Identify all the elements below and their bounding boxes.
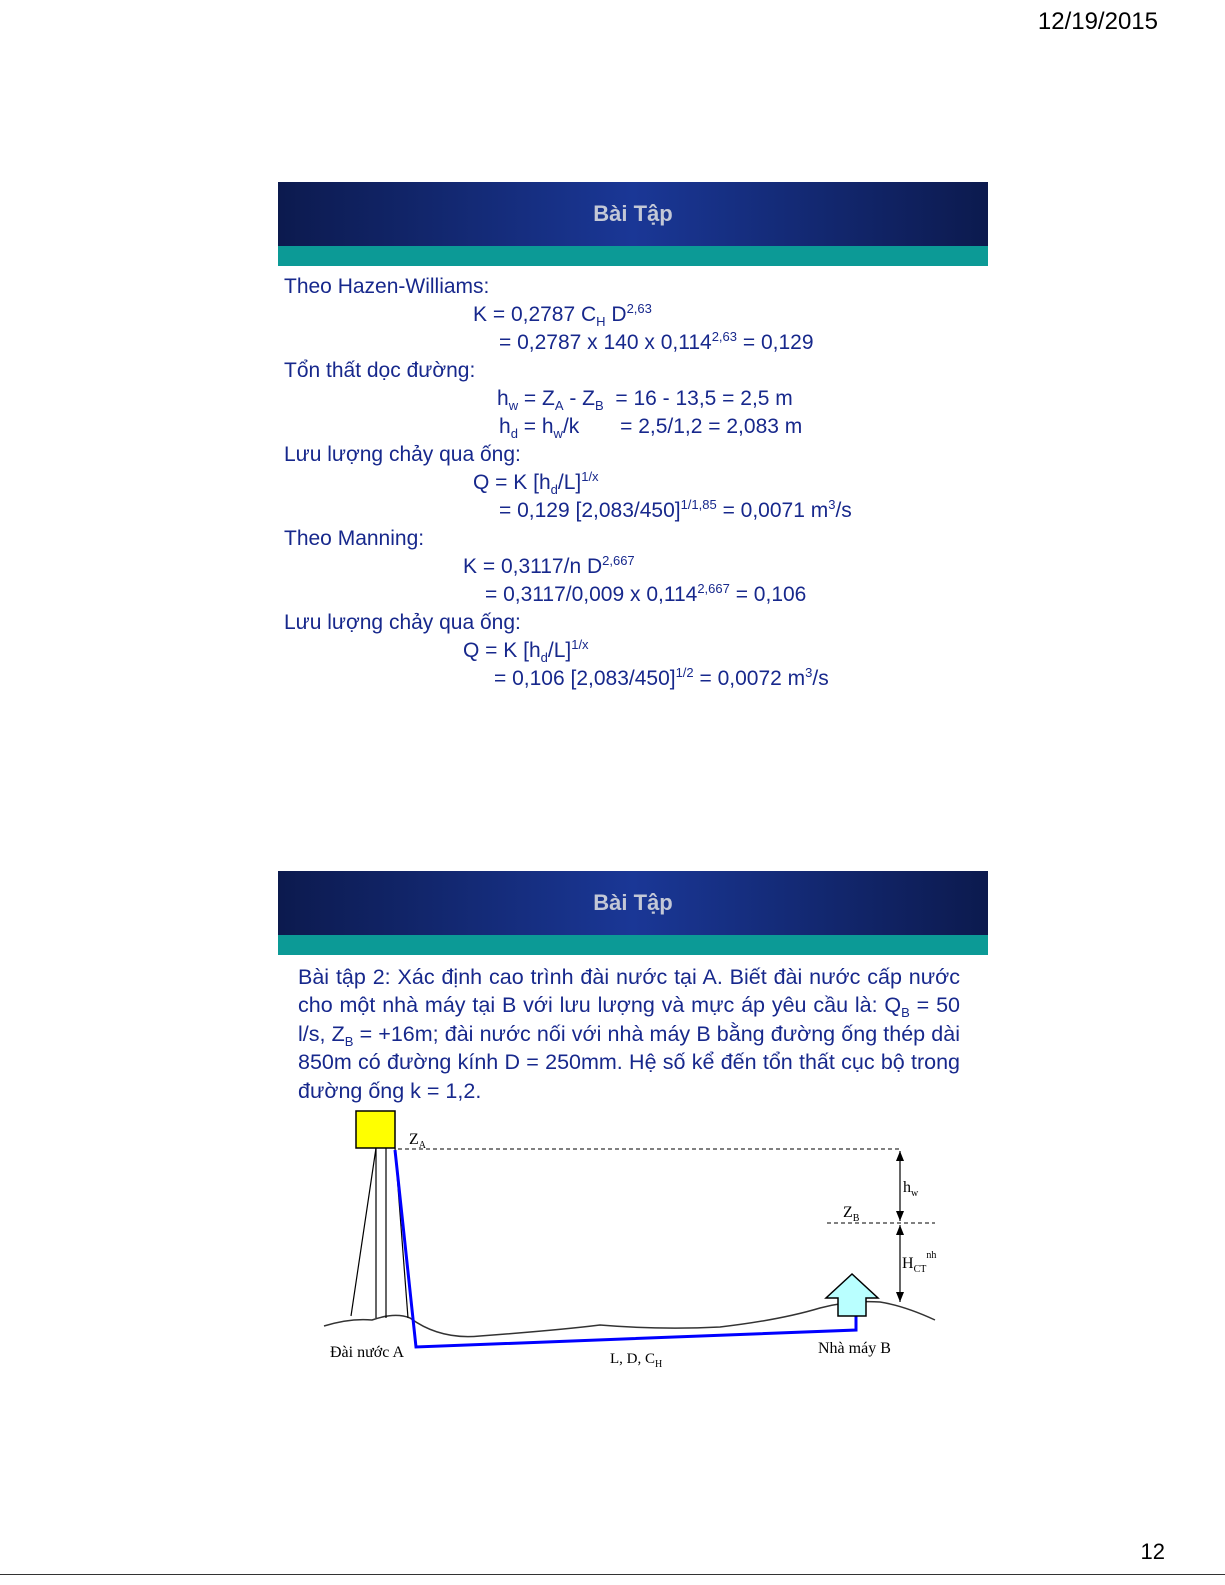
line-heading-manning: Theo Manning: (284, 527, 425, 550)
tower-tank (356, 1111, 395, 1148)
line-heading-loss: Tổn thất dọc đường: (284, 359, 476, 382)
za-label: $Z_A$ (409, 1131, 427, 1151)
line-heading-hazen: Theo Hazen-Williams: (284, 275, 490, 298)
page-date: 12/19/2015 (1037, 8, 1158, 35)
pipe-label: L, D, $C_H$ (610, 1351, 663, 1370)
slide-1-title: Bài Tập (593, 201, 673, 226)
line-flow-value-1: = 0,129 $[2,083/450]^{1/1,85} = 0,0071$ $m^3/s$ (499, 497, 852, 522)
hw-label: $h_w$ (903, 1179, 919, 1199)
pipe-line (395, 1150, 856, 1347)
factory-b-label: Nhà máy B (818, 1340, 891, 1357)
line-manning-formula: K = 0,3117/n D$^{2,667}$ (463, 553, 635, 578)
line-flow-formula-2: Q = K $[h_d/L]^{1/x}$ (463, 637, 589, 665)
slide-2-title: Bài Tập (593, 890, 673, 915)
line-heading-flow-1: Lưu lượng chảy qua ống: (284, 443, 521, 466)
line-heading-flow-2: Lưu lượng chảy qua ống: (284, 611, 521, 634)
line-hw: $h_w = Z_A - Z_B = 16 - 13,5 = 2,5$ m (497, 387, 793, 413)
zb-label: $Z_B$ (843, 1204, 860, 1224)
line-flow-formula-1: Q = K $[h_d/L]^{1/x}$ (473, 469, 599, 497)
line-hazen-formula: K = 0,2787 $C_H$ D$^{2,63}$ (473, 301, 652, 329)
hct-label: $H_{CT}^{nh}$ (902, 1250, 937, 1275)
tower-a-label: Đài nước A (330, 1344, 405, 1361)
line-flow-value-2: = 0,106 $[2,083/450]^{1/2} = 0,0072$ $m^3/s$ (494, 665, 829, 690)
line-hd: $h_d = h_w/k$ = 2,5/1,2 = 2,083 m (499, 415, 803, 441)
problem-statement: Bài tập 2: Xác định cao trình đài nước tại A. Biết đài nước cấp nước cho một nhà máy tại B với lưu lượng và mực áp yêu cầu là: $Q_B = 50$ l/s, $Z_B = +16m$; đài nước nối với nhà máy B bằng đường ống thép dài 850m có đường kính D = 250mm. Hệ số kể đến tổn thất cục bộ trong đường ống k = 1,2. (298, 965, 960, 1103)
bottom-rule (0, 1574, 1225, 1575)
line-hazen-value: = 0,2787 x 140 x $0,114^{2,63} = 0,129$ (499, 329, 814, 354)
line-manning-value: = 0,3117/0,009 x $0,114^{2,667} = 0,106$ (485, 581, 807, 606)
factory-house-icon (826, 1274, 878, 1316)
page-number: 12 (1140, 1539, 1165, 1564)
